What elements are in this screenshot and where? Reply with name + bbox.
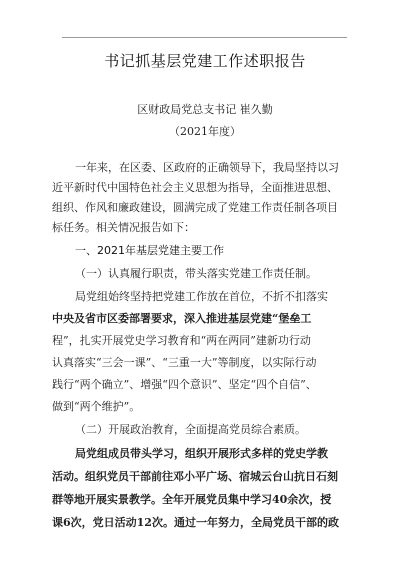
para-line: 活动。组织党员干部前往邓小平广场、宿城云台山抗日石刻	[52, 470, 338, 483]
sub-heading: （一）认真履行职责，带头落实党建工作责任制。	[75, 267, 317, 280]
para-line: 认真落实“三会一课”、“三重一大”等制度，以实际行动	[52, 356, 317, 369]
para-line: 局党组成员带头学习，组织开展形式多样的党史学教	[75, 447, 328, 460]
para-line: 中央及省市区委部署要求，深入推进基层党建“堡垒工	[52, 312, 312, 325]
para-line: 程”，扎实开展党史学习教育和“两在两同”建新功行动	[52, 334, 311, 347]
intro-line: 一年来，在区委、区政府的正确领导下，我局坚持以习	[75, 161, 339, 174]
para-line: 局党组始终坚持把党建工作放在首位，不折不扣落实	[75, 290, 328, 303]
year-line: （2021年度）	[169, 125, 241, 138]
para-line: 课6次，党日活动12次。通过一年努力，全局党员干部的政	[52, 516, 339, 529]
sub-heading: （二）开展政治教育，全面提高党员综合素质。	[75, 423, 306, 436]
document-title: 书记抓基层党建工作述职报告	[104, 52, 306, 70]
intro-line: 组织、作风和廉政建设，圆满完成了党建工作责任制各项目	[52, 201, 338, 214]
para-line: 做到“两个维护”。	[52, 400, 141, 413]
author-line: 区财政局党总支书记 崔久勤	[137, 103, 273, 116]
header-rule	[62, 37, 347, 38]
para-line: 群等地开展实景教学。全年开展党员集中学习40余次，授	[52, 493, 332, 506]
section-heading: 一、2021年基层党建主要工作	[75, 244, 224, 257]
intro-line: 标任务。相关情况报告如下：	[52, 221, 195, 234]
intro-line: 近平新时代中国特色社会主义思想为指导，全面推进思想、	[52, 181, 338, 194]
para-line: 践行“两个确立”、增强“四个意识”、坚定“四个自信”、	[52, 378, 317, 391]
